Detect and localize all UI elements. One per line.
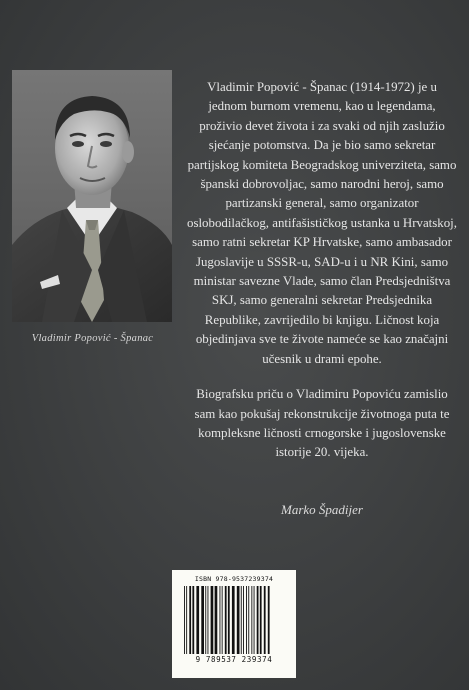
blurb-paragraph-2: Biografsku priču o Vladimiru Popoviću zamislio sam kao pokušaj rekonstrukcije životnoga puta te kompleksne ličnosti crnogorske i jugoslovenske istorije 20. vijeka. (194, 387, 450, 460)
ean-number: 9 789537 239374 (195, 655, 273, 664)
barcode-icon (182, 586, 286, 654)
barcode-panel (172, 570, 296, 678)
portrait-image (12, 70, 172, 322)
author-portrait-photo (12, 70, 172, 322)
author-signature: Marko Špadijer (281, 502, 363, 517)
blurb-text (187, 78, 457, 479)
isbn-text: ISBN 978-9537239374 (194, 575, 274, 583)
photo-caption: Vladimir Popović - Španac (31, 333, 154, 344)
blurb-paragraph-1: Vladimir Popović - Španac (1914-1972) je u jednom burnom vremenu, kao u legendama, proživio devet života i za svaki od njih zaslužio sjećanje potomstva. Da je bio samo sekretar partijskog komiteta Beogradskog univerziteta, samo španski dobrovoljac, samo narodni heroj, samo partizanski general, samo organizator oslobodilačkog, antifašističkog ustanka u Hrvatskoj, samo ratni sekretar KP Hrvatske, samo ambasador Jugoslavije u SSSR-u, SAD-u i u NR Kini, samo ministar savezne Vlade, samo član Predsjedništva SKJ, samo generalni sekretar Predsjednika Republike, zavrijedilo bi knjigu. Ličnost koja objedinjava sve te živote nameće se kao značajni učesnik u drami epohe. (187, 80, 457, 366)
